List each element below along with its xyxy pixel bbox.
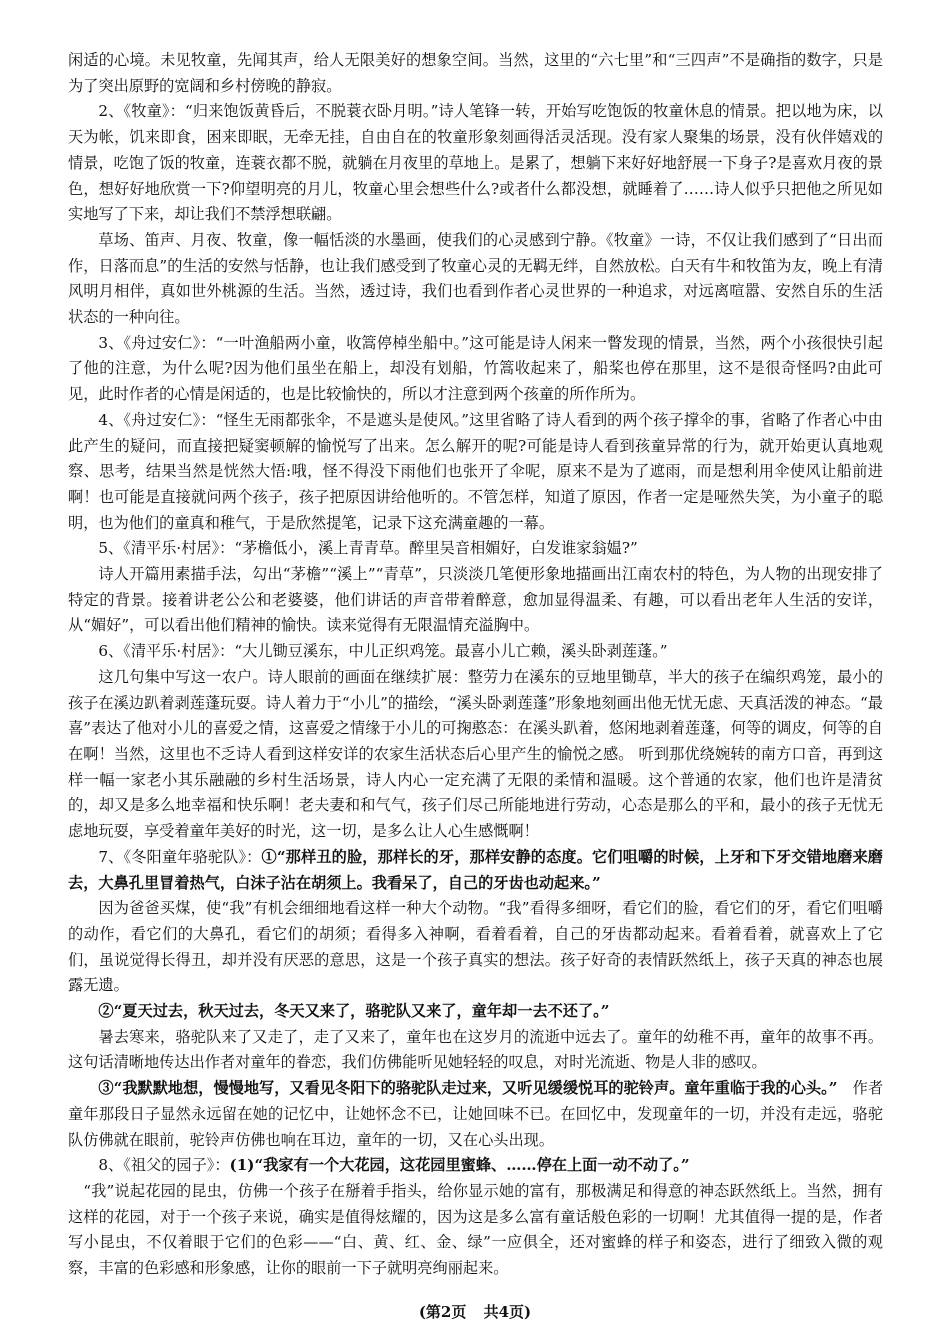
- paragraph: [68, 228, 883, 331]
- text-run: 7、《冬阳童年骆驼队》：: [98, 847, 262, 866]
- bold-quote: (1)“我家有一个大花园，这花园里蜜蜂、……停在上面一动不动了。”: [229, 1156, 690, 1175]
- paragraph: [68, 331, 883, 408]
- paragraph: [68, 1076, 883, 1153]
- text-run: 闲适的心境。未见牧童，先闻其声，给人无限美好的想象空间。当然，这里的“六七里”和“三四声”不是确指的数字，只是为了突出原野的宽阔和乡村傍晚的静寂。: [68, 51, 883, 95]
- paragraph: [68, 536, 883, 562]
- paragraph: [68, 896, 883, 999]
- bold-quote: ①“那样丑的脸，那样长的牙，那样安静的态度。它们咀嚼的时候，上牙和下牙交错地磨来磨去，大鼻孔里冒着热气，白沫子沾在胡须上。我看呆了，自己的牙齿也动起来。”: [68, 847, 883, 892]
- bold-quote: ③“我默默地想，慢慢地写，又看见冬阳下的骆驼队走过来，又听见缓缓悦耳的驼铃声。童年重临于我的心头。”: [98, 1079, 838, 1098]
- paragraph: [68, 639, 883, 665]
- paragraph: [68, 562, 883, 639]
- paragraph: [68, 1153, 883, 1179]
- text-run: 2、《牧童》：“归来饱饭黄昏后，不脱蓑衣卧月明。”诗人笔锋一转，开始写吃饱饭的牧童休息的情景。把以地为床，以天为帐，饥来即食，困来即眠，无牵无挂，自由自在的牧童形象刻画得活灵活现。没有家人聚集的场景，没有伙伴嬉戏的情景，吃饱了饭的牧童，连蓑衣都不脱，就躺在月夜里的草地上。是累了，想躺下来好好地舒展一下身子?是喜欢月夜的景色，想好好地欣赏一下?仰望明亮的月儿，牧童心里会想些什么?或者什么都没想，就睡着了……诗人似乎只把他之所见如实地写了下来，却让我们不禁浮想联翩。: [68, 102, 883, 224]
- text-run: 4、《舟过安仁》：“怪生无雨都张伞，不是遮头是使风。”这里省略了诗人看到的两个孩子撑伞的事，省略了作者心中由此产生的疑问，而直接把疑窦顿解的愉悦写了出来。怎么解开的呢?可能是诗人看到孩童异常的行为，就开始更认真地观察、思考，结果当然是恍然大悟:哦，怪不得没下雨他们也张开了伞呢，原来不是为了遮雨，而是想利用伞使风让船前进啊！也可能是直接就问两个孩子，孩子把原因讲给他听的。不管怎样，知道了原因，作者一定是哑然失笑，为小童子的聪明，也为他们的童真和稚气，于是欣然提笔，记录下这充满童趣的一幕。: [68, 410, 883, 532]
- paragraph: [68, 48, 883, 99]
- paragraph: [68, 999, 883, 1025]
- text-run: “我”说起花园的昆虫，仿佛一个孩子在掰着手指头，给你显示她的富有，那极满足和得意的神态跃然纸上。当然，拥有这样的花园，对于一个孩子来说，确实是值得炫耀的，因为这是多么富有童话般色彩的一切啊！尤其值得一提的是，作者写小昆虫，不仅着眼于它们的色彩——“白、黄、红、金、绿”一应俱全，还对蜜蜂的样子和姿态，进行了细致入微的观察，丰富的色彩感和形象感，让你的眼前一下子就明亮绚丽起来。: [68, 1181, 883, 1278]
- text-run: 8、《祖父的园子》：: [98, 1156, 230, 1175]
- text-run: 5、《清平乐·村居》：“茅檐低小，溪上青青草。醉里吴音相媚好，白发谁家翁媪?”: [98, 539, 638, 558]
- text-run: 诗人开篇用素描手法，勾出“茅檐”“溪上”“青草”，只淡淡几笔便形象地描画出江南农村的特色，为人物的出现安排了特定的背景。接着讲老公公和老婆婆，他们讲话的声音带着醉意，愈加显得温柔、有趣，可以看出老年人生活的安详，从“媚好”，可以看出他们精神的愉快。读来觉得有无限温情充溢胸中。: [68, 565, 883, 635]
- bold-quote: ②“夏天过去，秋天过去，冬天又来了，骆驼队又来了，童年却一去不还了。”: [98, 1002, 610, 1021]
- paragraph: [68, 408, 883, 537]
- text-run: 这几句集中写这一农户。诗人眼前的画面在继续扩展：整劳力在溪东的豆地里锄草，半大的孩子在编织鸡笼，最小的孩子在溪边趴着剥莲蓬玩耍。诗人着力于“小儿”的描绘，“溪头卧剥莲蓬”形象地刻画出他无忧无虑、天真活泼的神态。“最喜”表达了他对小儿的喜爱之情，这喜爱之情缘于小儿的可掬憨态：在溪头趴着，悠闲地剥着莲蓬，何等的调皮，何等的自在啊！当然，这里也不乏诗人看到这样安详的农家生活状态后心里产生的愉悦之感。 听到那优绕婉转的南方口音，再到这样一幅一家老小其乐融融的乡村生活场景，诗人内心一定充满了无限的柔情和温暖。这个普通的农家，他们也许是清贫的，却又是多么地幸福和快乐啊！老夫妻和和气气，孩子们尽己所能地进行劳动，心态是那么的平和，最小的孩子无忧无虑地玩耍，享受着童年美好的时光，这一切，是多么让人心生感慨啊！: [68, 667, 883, 841]
- page-footer: [0, 1301, 950, 1322]
- paragraph: [68, 845, 883, 896]
- text-run: 作者童年那段日子显然永远留在她的记忆中，让她怀念不已，让她回味不已。在回忆中，发现童年的一切，并没有走远，骆驼队仿佛就在眼前，驼铃声仿佛也响在耳边，童年的一切，又在心头出现。: [68, 1079, 884, 1149]
- paragraph: [68, 99, 883, 228]
- text-run: 暑去寒来，骆驼队来了又走了，走了又来了，童年也在这岁月的流逝中远去了。童年的幼稚不再，童年的故事不再。这句话清晰地传达出作者对童年的眷恋，我们仿佛能听见她轻轻的叹息，对时光流逝、物是人非的感叹。: [68, 1027, 883, 1072]
- text-run: 6、《清平乐·村居》：“大儿锄豆溪东，中儿正织鸡笼。最喜小儿亡赖，溪头卧剥莲蓬。”: [98, 642, 668, 661]
- text-run: 草场、笛声、月夜、牧童，像一幅恬淡的水墨画，使我们的心灵感到宁静。《牧童》一诗，不仅让我们感到了“日出而作，日落而息”的生活的安然与恬静，也让我们感受到了牧童心灵的无羁无绊，自然放松。白天有牛和牧笛为友，晚上有清风明月相伴，真如世外桃源的生活。当然，透过诗，我们也看到作者心灵世界的一种追求，对远离喧嚣、安然自乐的生活状态的一种向往。: [68, 230, 883, 327]
- page-total: 共4页): [483, 1303, 532, 1321]
- page-number: (第2页: [418, 1303, 467, 1321]
- document-body: [68, 48, 883, 1282]
- paragraph: [68, 665, 883, 845]
- text-run: 3、《舟过安仁》：“一叶渔船两小童，收篙停棹坐船中。”这可能是诗人闲来一瞥发现的情景，当然，两个小孩很快引起了他的注意，为什么呢?因为他们虽坐在船上，却没有划船，竹篙收起来了，船桨也停在那里，这不是很奇怪吗?由此可见，此时作者的心情是闲适的，也是比较愉快的，所以才注意到两个孩童的所作所为。: [68, 333, 883, 404]
- paragraph: [68, 1025, 883, 1076]
- paragraph: [68, 1179, 883, 1282]
- text-run: 因为爸爸买煤，使“我”有机会细细地看这样一种大个动物。“我”看得多细呀，看它们的脸，看它们的牙，看它们咀嚼的动作，看它们的大鼻孔，看它们的胡须；看得多入神啊，看着看着，自己的牙齿都动起来。看着看着，就喜欢上了它们，虽说觉得长得丑，却并没有厌恶的意思，这是一个孩子真实的想法。孩子好奇的表情跃然纸上，孩子天真的神态也展露无遗。: [68, 899, 883, 995]
